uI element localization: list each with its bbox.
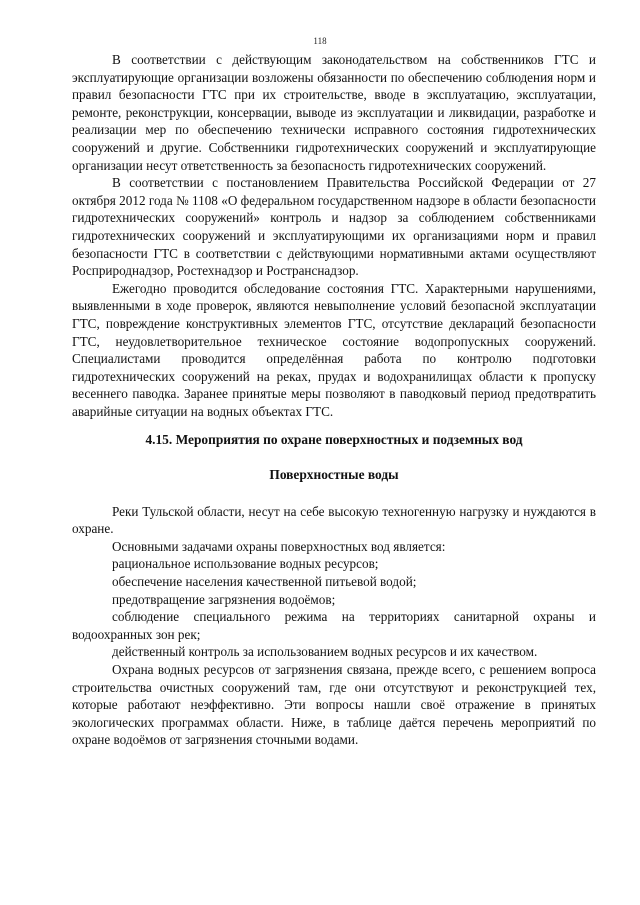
paragraph-rivers-load: Реки Тульской области, несут на себе высокую техногенную нагрузку и нуждаются в охране. (72, 503, 596, 537)
list-item: обеспечение населения качественной питьевой водой; (112, 574, 417, 590)
section-heading: 4.15. Мероприятия по охране поверхностных и подземных вод (145, 432, 523, 448)
paragraph-annual-inspection: Ежегодно проводится обследование состояния ГТС. Характерными нарушениями, выявленными в ходе проверок, являются невыполнение условий безопасной эксплуатации ГТС, повреждение конструктивных элементов ГТС, отсутствие деклараций безопасности ГТС, неудовлетворительное техническое состояние водопропускных сооружений. Специалистами проводится определённая работа по контролю подготовки гидротехнических сооружений на реках, прудах и водохранилищах области к пропуску весеннего паводка. Заранее принятые меры позволяют в паводковый период предотвратить аварийные ситуации на водных объектах ГТС. (72, 280, 596, 419)
page-content (72, 51, 596, 749)
list-item: соблюдение специального режима на территориях санитарной охраны и водоохранных зон рек; (72, 609, 596, 642)
list-item: рациональное использование водных ресурсов; (112, 556, 379, 572)
paragraph-owners-obligations: В соответствии с действующим законодательством на собственников ГТС и эксплуатирующие организации возложены обязанности по обеспечению соблюдения норм и правил безопасности ГТС при их строительстве, вводе в эксплуатацию, эксплуатации, ремонте, реконструкции, консервации, выводе из эксплуатации и ликвидации, разработке и реализации мер по обеспечению технически исправного состояния гидротехнических сооружений и другие. Собственники гидротехнических сооружений и эксплуатирующие организации несут ответственность за безопасность гидротехнических сооружений. (72, 52, 596, 173)
subsection-heading: Поверхностные воды (269, 467, 399, 483)
list-item: действенный контроль за использованием водных ресурсов и их качеством. (112, 644, 538, 660)
paragraph-main-tasks: Основными задачами охраны поверхностных вод является: (112, 538, 446, 554)
paragraph-government-decree: В соответствии с постановлением Правительства Российской Федерации от 27 октября 2012 года № 1108 «О федеральном государственном надзоре в области безопасности гидротехнических сооружений» контроль и надзор за соблюдением собственниками гидротехнических сооружений и эксплуатирующими их организациями норм и правил безопасности ГТС в соответствии с действующими нормативными актами осуществляют Росприроднадзор, Ростехнадзор и Ространснадзор. (72, 175, 596, 279)
page-number: 118 (313, 36, 327, 46)
list-item: предотвращение загрязнения водоёмов; (112, 591, 336, 607)
paragraph-water-protection: Охрана водных ресурсов от загрязнения связана, прежде всего, с решением вопроса строительства очистных сооружений там, где они отсутствуют и реконструкцией тех, которые работают неэффективно. Эти вопросы нашли своё отражение в принятых экологических программах области. Ниже, в таблице даётся перечень мероприятий по охране водоёмов от загрязнения сточными водами. (72, 662, 596, 748)
